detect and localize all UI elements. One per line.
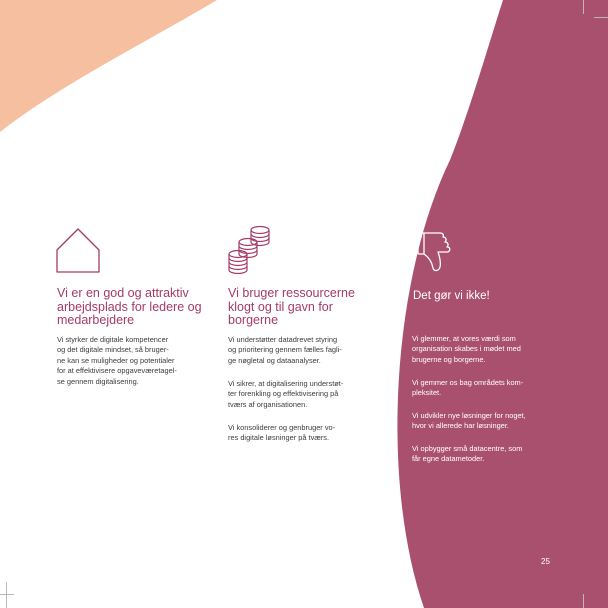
magenta-panel [397, 0, 608, 608]
col3-paragraph: Vi gemmer os bag områdets kom- pleksitet. [412, 378, 524, 398]
col1-heading: Vi er en god og attraktiv arbejdsplads for ledere og medarbejdere [57, 286, 202, 327]
peach-corner-shape [0, 0, 217, 132]
col3-paragraph: Vi opbygger små datacentre, som får egne datametoder. [412, 444, 523, 464]
crop-mark [0, 594, 14, 595]
crop-mark [583, 594, 584, 608]
col1-body: Vi styrker de digitale kompetencer og det digitale mindset, så bruger- ne kan se muligheder og potentialer for at effektivisere opgaveværetagel- se gennem digitalisering. [57, 335, 177, 386]
house-outline-icon [55, 226, 101, 274]
crop-mark [583, 0, 584, 14]
crop-mark [594, 17, 608, 18]
col2-heading: Vi bruger ressourcerne klogt og til gavn for borgerne [228, 286, 355, 327]
col2-paragraph: Vi understøtter datadrevet styring og prioritering gennem fælles fagli- ge nøgletal og dataanalyser. [228, 335, 342, 365]
col3-paragraph: Vi glemmer, at vores værdi som organisation skabes i mødet med brugerne og borgerne. [412, 334, 521, 364]
col2-paragraph: Vi konsoliderer og genbruger vo- res digitale løsninger på tværs. [228, 423, 336, 443]
crop-mark [6, 582, 7, 608]
coin-stacks-icon [226, 224, 272, 274]
page-number: 25 [541, 557, 550, 566]
col3-paragraph: Vi udvikler nye løsninger for noget, hvor vi allerede har løsninger. [412, 411, 526, 431]
col3-heading: Det gør vi ikke! [413, 290, 490, 302]
thumbs-down-icon [416, 230, 458, 276]
col2-paragraph: Vi sikrer, at digitalisering understøt- ter forenkling og effektivisering på tværs af organisationen. [228, 379, 344, 409]
